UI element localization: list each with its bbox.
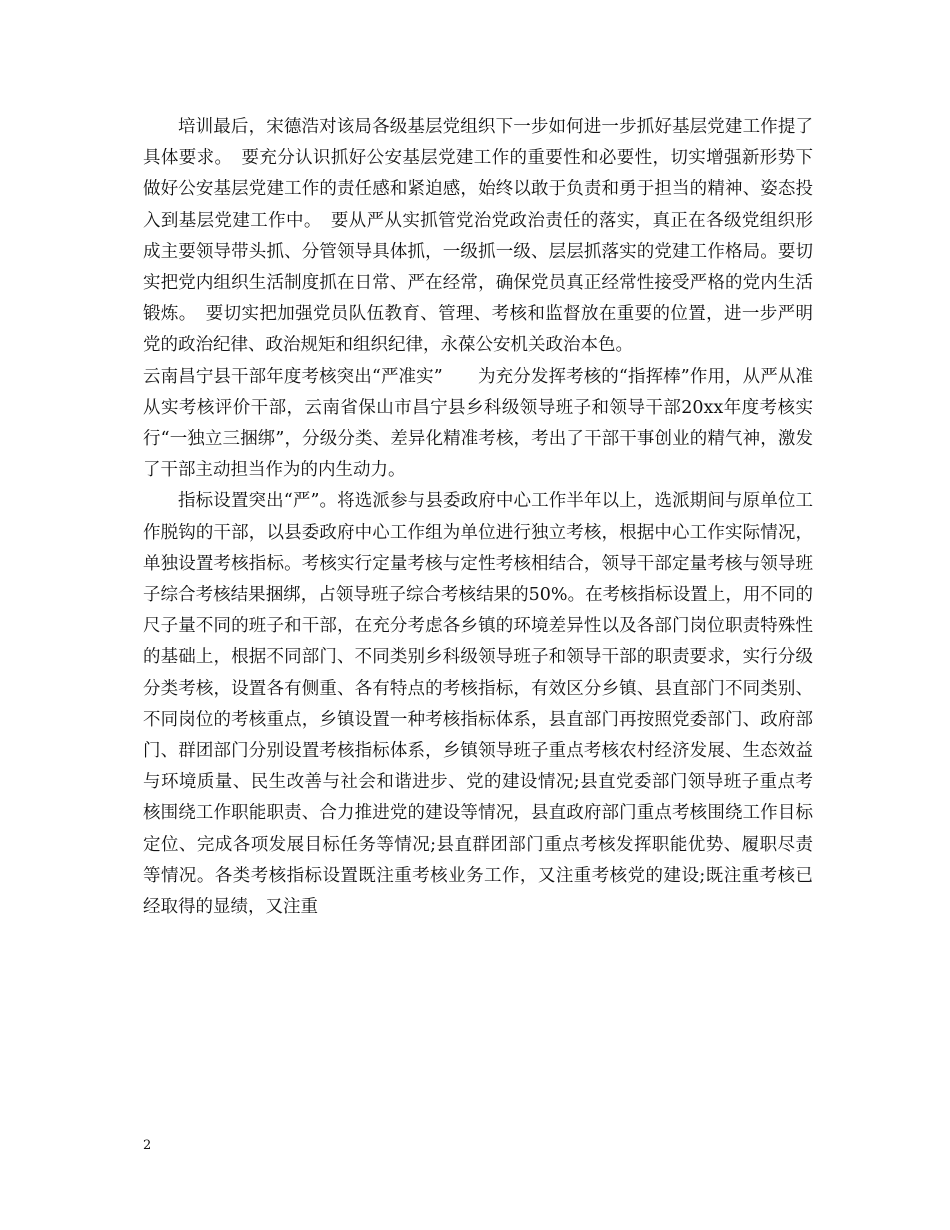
paragraph-indicator-setting: 指标设置突出“严”。将选派参与县委政府中心工作半年以上，选派期间与原单位工作脱钩的干部，以县委政府中心工作组为单位进行独立考核，根据中心工作实际情况，单独设置考核指标。考核实行定量考核与定性考核相结合，领导干部定量考核与领导班子综合考核结果捆绑，占领导班子综合考核结果的50%。在考核指标设置上，用不同的尺子量不同的班子和干部，在充分考虑各乡镇的环境差异性以及各部门岗位职责特殊性的基础上，根据不同部门、不同类别乡科级领导班子和领导干部的职责要求，实行分级分类考核，设置各有侧重、各有特点的考核指标，有效区分乡镇、县直部门不同类别、不同岗位的考核重点，乡镇设置一种考核指标体系，县直部门再按照党委部门、政府部门、群团部门分别设置考核指标体系，乡镇领导班子重点考核农村经济发展、生态效益与环境质量、民生改善与社会和谐进步、党的建设情况;县直党委部门领导班子重点考核围绕工作职能职责、合力推进党的建设等情况，县直政府部门重点考核围绕工作目标定位、完成各项发展目标任务等情况;县直群团部门重点考核发挥职能优势、履职尽责等情况。各类考核指标设置既注重考核业务工作，又注重考核党的建设;既注重考核已经取得的显绩，又注重 <box>143 491 813 918</box>
paragraph-changning-assessment: 云南昌宁县干部年度考核突出“严准实” 为充分发挥考核的“指挥棒”作用，从严从准从实考核评价干部，云南省保山市昌宁县乡科级领导班子和领导干部20xx年度考核实行“一独立三捆绑”，分级分类、差异化精准考核，考出了干部干事创业的精气神，激发了干部主动担当作为的内生动力。 <box>143 366 813 481</box>
page-number: 2 <box>143 1138 152 1153</box>
document-body <box>143 112 813 923</box>
paragraph-training-summary: 培训最后，宋德浩对该局各级基层党组织下一步如何进一步抓好基层党建工作提了具体要求。 要充分认识抓好公安基层党建工作的重要性和必要性，切实增强新形势下做好公安基层党建工作的责任感和紧迫感，始终以敢于负责和勇于担当的精神、姿态投入到基层党建工作中。 要从严从实抓管党治党政治责任的落实，真正在各级党组织形成主要领导带头抓、分管领导具体抓，一级抓一级、层层抓落实的党建工作格局。要切实把党内组织生活制度抓在日常、严在经常，确保党员真正经常性接受严格的党内生活锻炼。 要切实把加强党员队伍教育、管理、考核和监督放在重要的位置，进一步严明党的政治纪律、政治规矩和组织纪律，永葆公安机关政治本色。 <box>143 117 813 356</box>
